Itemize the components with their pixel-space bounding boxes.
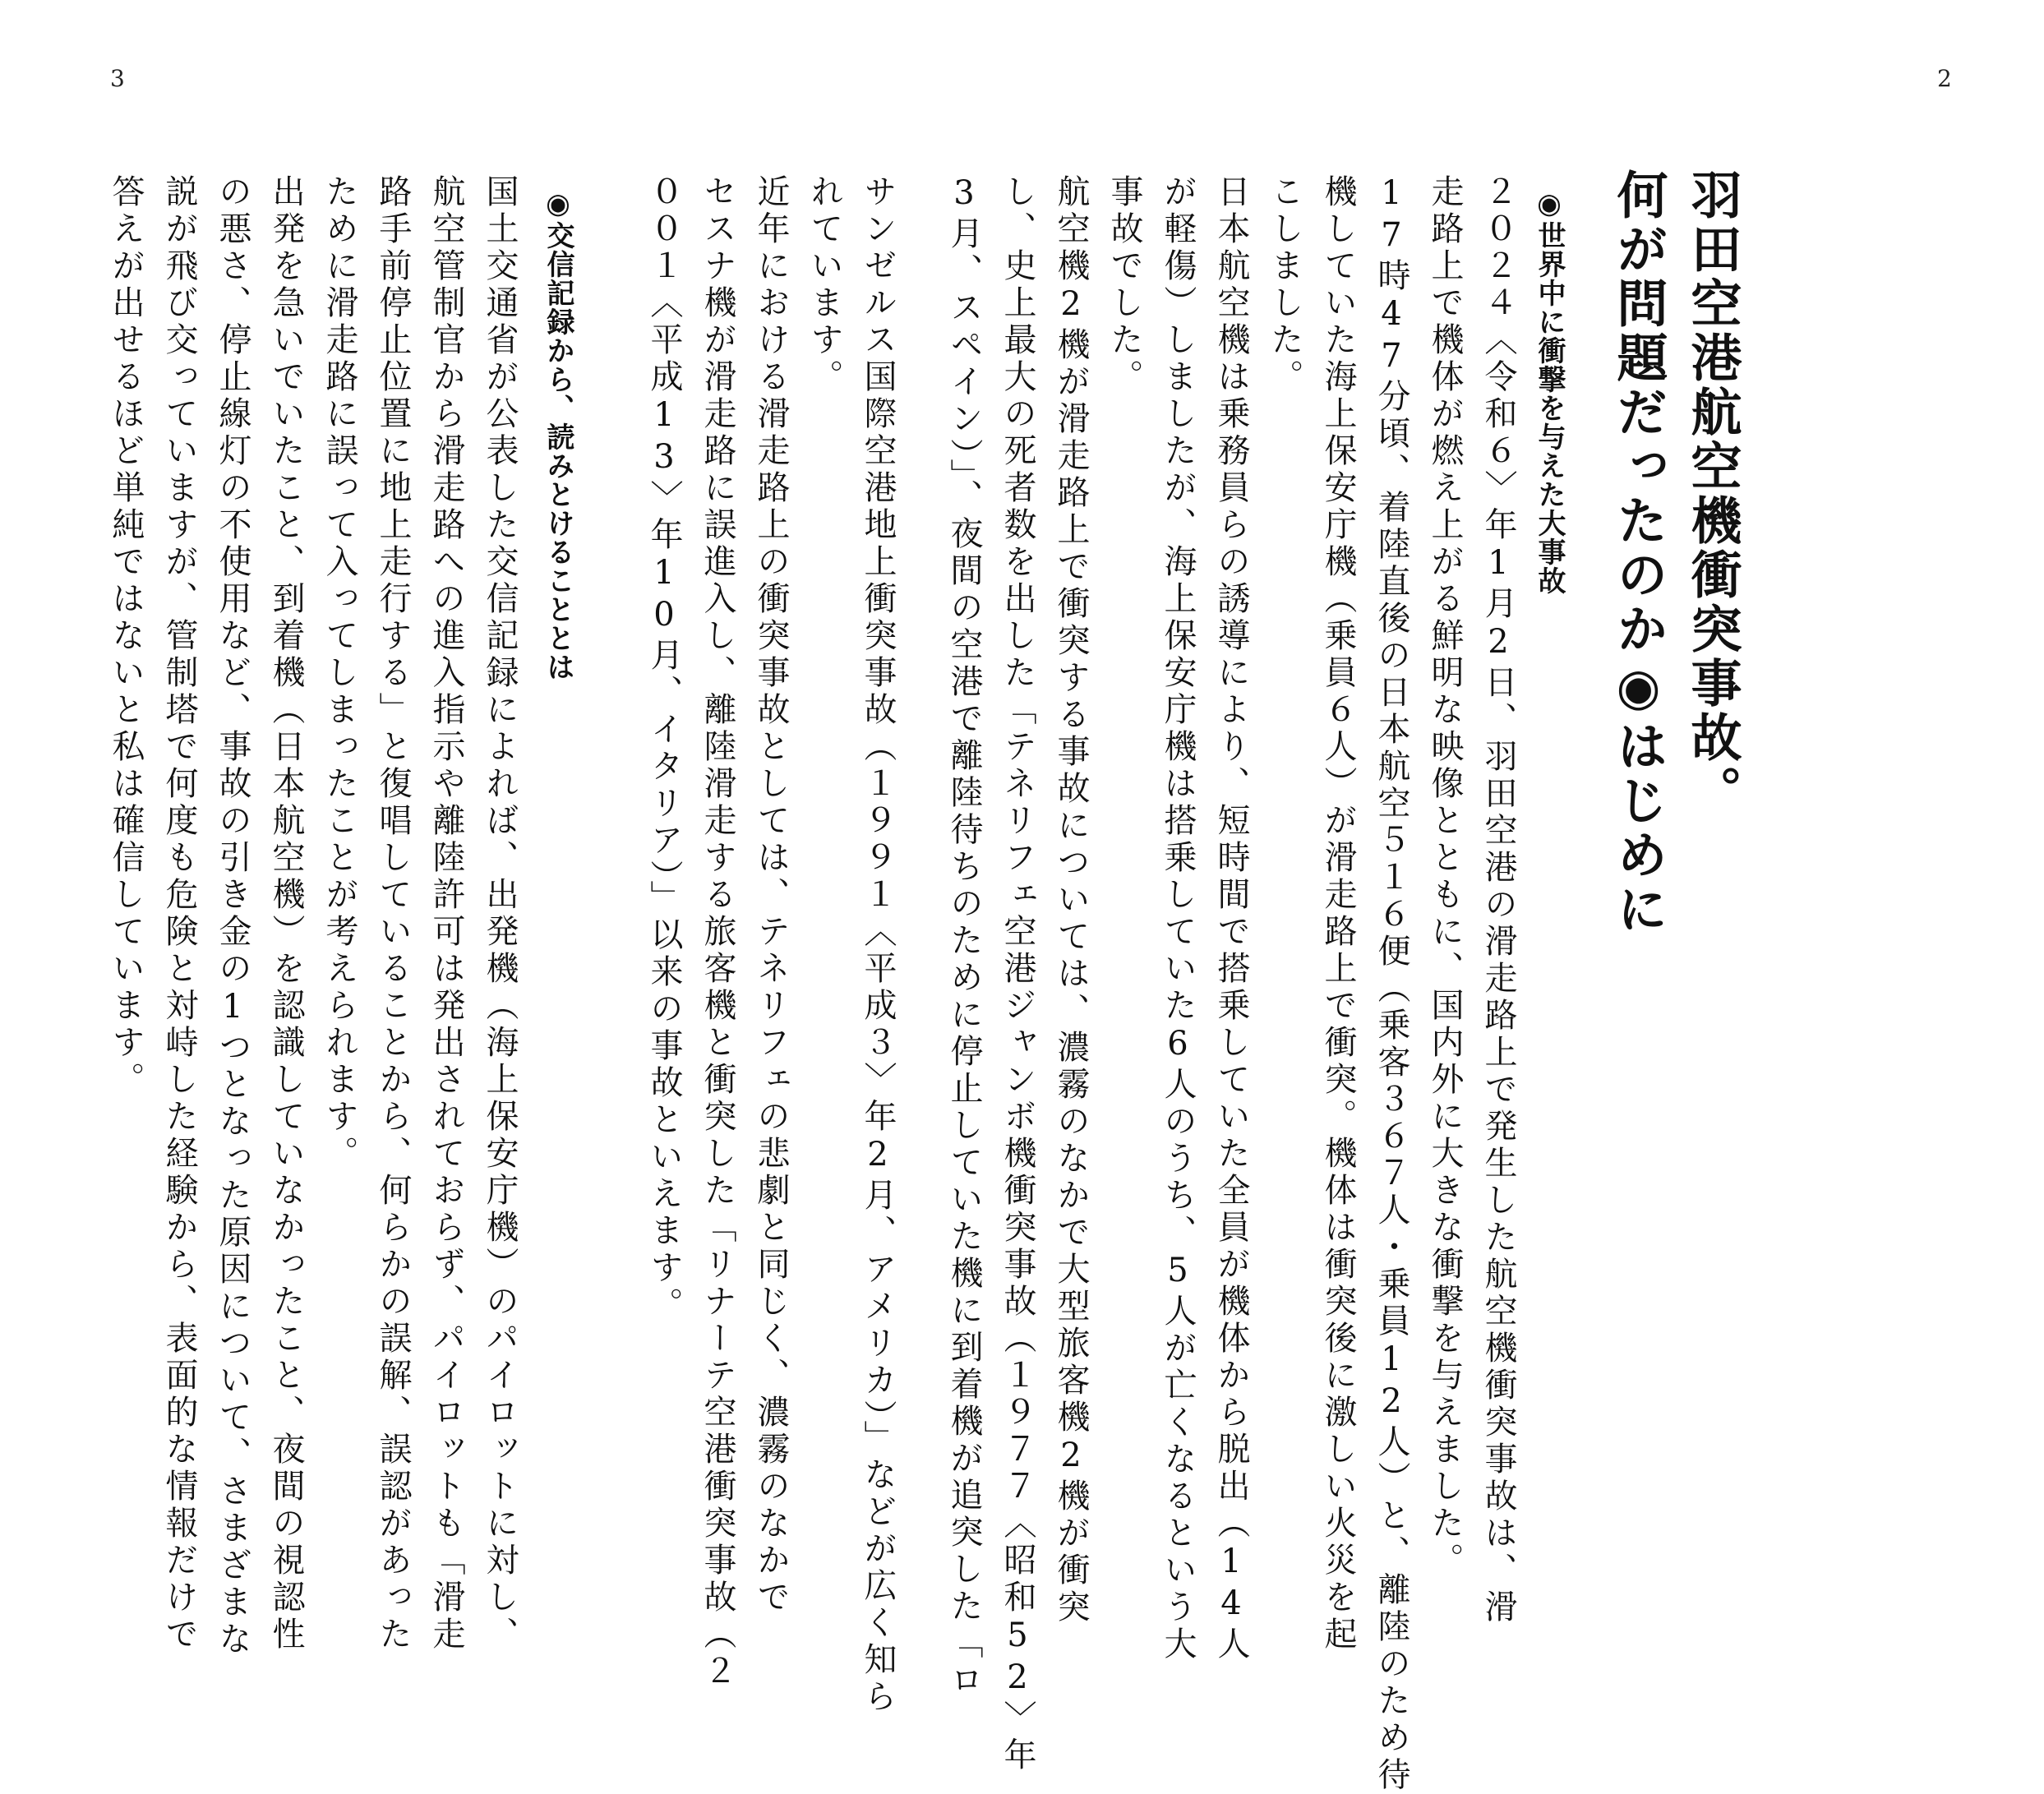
body-line: 出発を急いでいたこと、到着機（日本航空機）を認識していなかったこと、夜間の視認性 [267, 174, 305, 1653]
body-line: こしました。 [1266, 174, 1303, 396]
body-line: れています。 [805, 174, 843, 396]
body-line: セスナ機が滑走路に誤進入し、離陸滑走する旅客機と衝突した「リナーテ空港衝突事故（２ [699, 174, 736, 1690]
chapter-title-line-2 [1608, 168, 1668, 1566]
body-line: 路手前停止位置に地上走行する」と復唱していることから、何らかの誤解、誤認があった [374, 174, 412, 1653]
body-line: の悪さ、停止線灯の不使用など、事故の引き金の1つとなった原因について、さまざまな [214, 174, 251, 1658]
section-heading-1: ◉世界中に衝撃を与えた大事故 [1533, 187, 1566, 595]
body-line: ００１〈平成13〉年10月、イタリア）」以来の事故といえます。 [645, 174, 683, 1324]
body-line: サンゼルス国際空港地上衝突事故（１９９１〈平成３〉年2月、アメリカ）」などが広く知ら [859, 174, 897, 1716]
chapter-title-main: 何が問題だったのか [1608, 168, 1668, 657]
body-line: し、史上最大の死者数を出した「テネリフェ空港ジャンボ機衝突事故（１９７７〈昭和52〉年 [999, 174, 1036, 1774]
body-line: 日本航空機は乗務員らの誘導により、短時間で搭乗していた全員が機体から脱出（14人 [1212, 174, 1250, 1663]
body-line: 機していた海上保安庁機（乗員６人）が滑走路上で衝突。機体は衝突後に激しい火災を起 [1319, 174, 1357, 1653]
chapter-subtitle: ◉はじめに [1608, 657, 1668, 937]
chapter-title-line-1: 羽田空港航空機衝突事故。 [1682, 168, 1742, 819]
body-line: 航空管制官から滑走路への進入指示や離陸許可は発出されておらず、パイロットも「滑走 [427, 174, 465, 1653]
page-number-left: 3 [110, 65, 125, 92]
body-line: 国土交通省が公表した交信記録によれば、出発機（海上保安庁機）のパイロットに対し、 [481, 174, 519, 1653]
body-line: が軽傷）しましたが、海上保安庁機は搭乗していた6人のうち、5人が亡くなるという大 [1159, 174, 1197, 1663]
section-heading-2: ◉交信記録から、読みとけることとは [542, 187, 574, 681]
body-line: 走路上で機体が燃え上がる鮮明な映像とともに、国内外に大きな衝撃を与えました。 [1426, 174, 1464, 1580]
body-line: 3月、スペイン）」、夜間の空港で離陸待ちのために停止していた機に到着機が追突した「ロ [945, 174, 983, 1699]
body-line: 事故でした。 [1105, 174, 1143, 396]
page-number-right: 2 [1937, 65, 1952, 92]
body-line: 17時47分頃、着陸直後の日本航空５１６便（乗客３６７人・乗員12人）と、離陸のため待 [1373, 174, 1410, 1794]
body-line: 答えが出せるほど単純ではないと私は確信しています。 [107, 174, 145, 1099]
body-line: ２０２４〈令和６〉年1月2日、羽田空港の滑走路上で発生した航空機衝突事故は、滑 [1479, 174, 1517, 1626]
body-line: 近年における滑走路上の衝突事故としては、テネリフェの悲劇と同じく、濃霧のなかで [752, 174, 790, 1616]
body-line: 説が飛び交っていますが、管制塔で何度も危険と対峙した経験から、表面的な情報だけで [160, 174, 198, 1653]
body-line: 航空機2機が滑走路上で衝突する事故については、濃霧のなかで大型旅客機2機が衝突 [1052, 174, 1090, 1626]
body-line: ために滑走路に誤って入ってしまったことが考えられます。 [321, 174, 358, 1173]
